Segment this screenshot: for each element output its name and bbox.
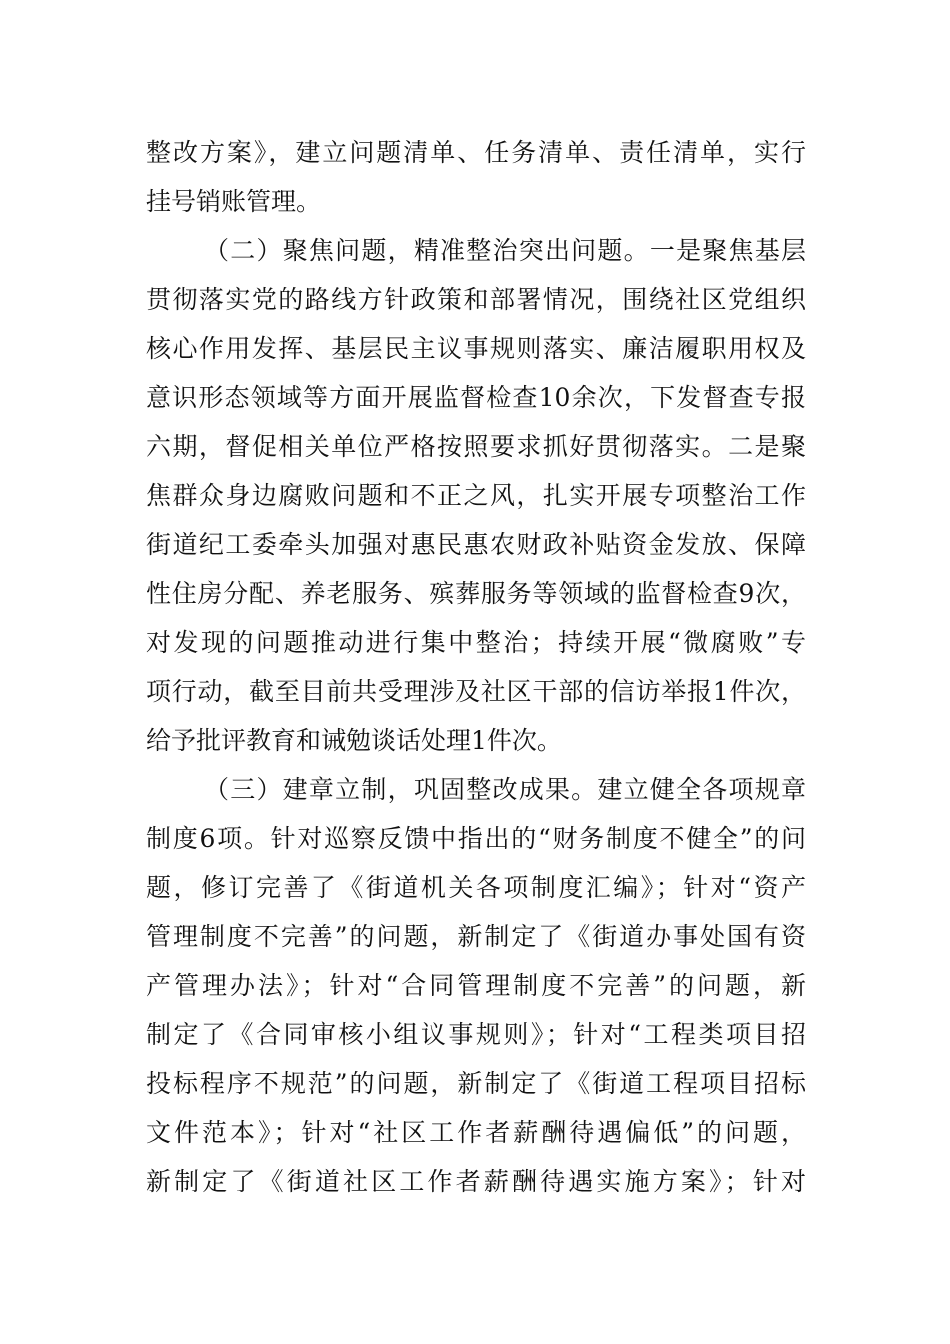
- text-line: 贯彻落实党的路线方针政策和部署情况，围绕社区党组织: [146, 285, 806, 314]
- text-line: 题，修订完善了《街道机关各项制度汇编》；针对“资产: [146, 873, 806, 902]
- text-line: 制定了《合同审核小组议事规则》；针对“工程类项目招: [146, 1020, 806, 1049]
- text-line: 核心作用发挥、基层民主议事规则落实、廉洁履职用权及: [146, 334, 806, 363]
- text-line: 意识形态领域等方面开展监督检查10余次，下发督查专报: [146, 383, 806, 412]
- text-line: 新制定了《街道社区工作者薪酬待遇实施方案》；针对: [146, 1167, 806, 1196]
- text-line: 挂号销账管理。: [146, 187, 322, 216]
- text-line: 投标程序不规范”的问题，新制定了《街道工程项目招标: [146, 1069, 806, 1098]
- paragraph-start-line: （三）建章立制，巩固整改成果。建立健全各项规章: [204, 775, 806, 804]
- text-line: 文件范本》；针对“社区工作者薪酬待遇偏低”的问题，: [146, 1118, 806, 1147]
- text-line: 街道纪工委牵头加强对惠民惠农财政补贴资金发放、保障: [146, 530, 806, 559]
- text-line: 项行动，截至目前共受理涉及社区干部的信访举报1件次，: [146, 677, 806, 706]
- text-line: 给予批评教育和诫勉谈话处理1件次。: [146, 726, 562, 755]
- paragraph-start-line: （二）聚焦问题，精准整治突出问题。一是聚焦基层: [204, 236, 806, 265]
- text-line: 六期，督促相关单位严格按照要求抓好贯彻落实。二是聚: [146, 432, 806, 461]
- text-line: 管理制度不完善”的问题，新制定了《街道办事处国有资: [146, 922, 806, 951]
- text-line: 制度6项。针对巡察反馈中指出的“财务制度不健全”的问: [146, 824, 806, 853]
- text-line: 对发现的问题推动进行集中整治；持续开展“微腐败”专: [146, 628, 806, 657]
- text-line: 整改方案》，建立问题清单、任务清单、责任清单，实行: [146, 138, 806, 167]
- text-line: 焦群众身边腐败问题和不正之风，扎实开展专项整治工作: [146, 481, 806, 510]
- text-line: 性住房分配、养老服务、殡葬服务等领域的监督检查9次，: [146, 579, 806, 608]
- text-line: 产管理办法》；针对“合同管理制度不完善”的问题，新: [146, 971, 806, 1000]
